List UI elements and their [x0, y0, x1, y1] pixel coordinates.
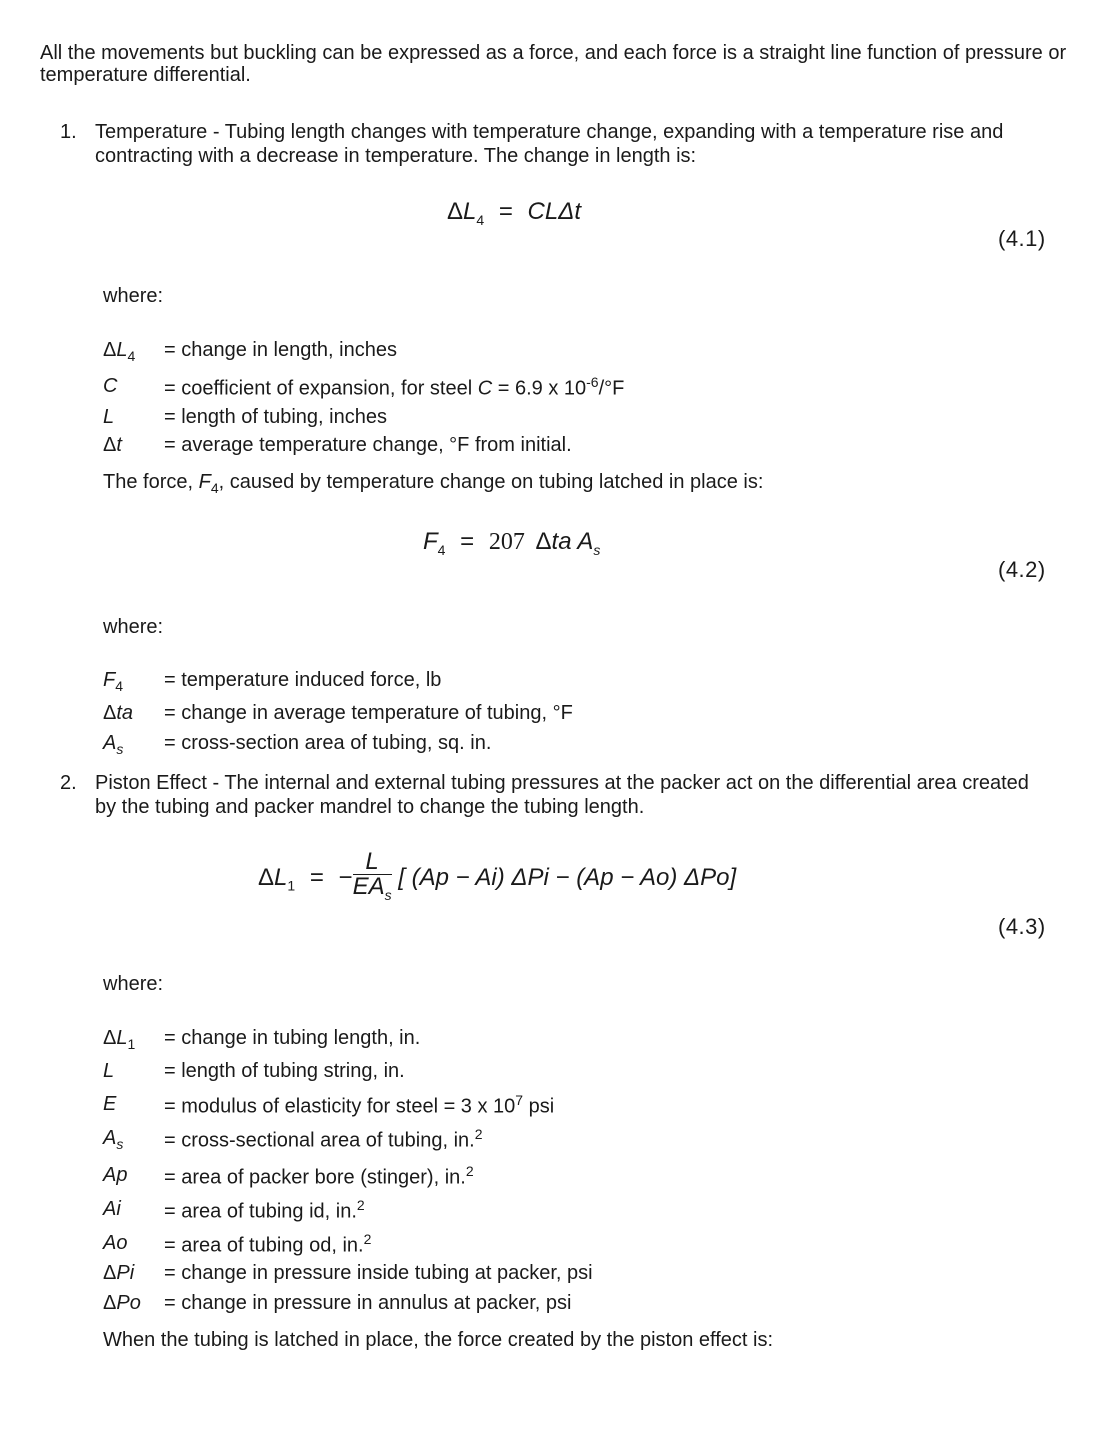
symbol-as: $A_s$	[103, 732, 124, 757]
equation-number-4-1: (4.1)	[998, 226, 1046, 251]
symbol-delta-po: ΔPo	[103, 1292, 141, 1314]
definition-ap: = area of packer bore (stinger), in.$^2$	[164, 1163, 474, 1189]
equation-4-2: $F_4 = 207$ Δta $A_s$	[423, 528, 601, 558]
item-2-number: 2.	[60, 772, 77, 794]
definition-delta-l1: = change in tubing length, in.	[164, 1027, 421, 1049]
equation-4-3: $\Delta L_1$ = − $\frac{L}{EA_s}$ [ (Ap − Ai) ΔPi − (Ap − Ao) ΔPo]	[258, 850, 736, 907]
item-1-number: 1.	[60, 121, 77, 143]
symbol-c: C	[103, 375, 118, 397]
definition-f4: = temperature induced force, lb	[164, 669, 442, 691]
item-2-text: Piston Effect - The internal and external tubing pressures at the packer act on the differential area created by the tubing and packer mandrel to change the tubing length.	[95, 772, 1029, 818]
item-1-text: Temperature - Tubing length changes with temperature change, expanding with a temperature rise and contracting with a decrease in temperature. The change in length is:	[95, 121, 1004, 167]
definition-e: = modulus of elasticity for steel = 3 x $10^7$ psi	[164, 1092, 555, 1118]
closing-sentence: When the tubing is latched in place, the force created by the piston effect is:	[103, 1329, 774, 1351]
symbol-delta-l1: $\Delta L_1$	[103, 1027, 136, 1052]
symbol-l: L	[103, 406, 115, 428]
definition-delta-ta: = change in average temperature of tubing, °F	[164, 702, 573, 724]
definition-l: = length of tubing, inches	[164, 406, 387, 428]
definition-delta-t: = average temperature change, °F from initial.	[164, 434, 572, 456]
symbol-e: E	[103, 1093, 117, 1115]
definition-delta-l4: = change in length, inches	[164, 339, 397, 361]
definition-ao: = area of tubing od, in.$^2$	[164, 1231, 372, 1257]
where-label-2: where:	[103, 616, 164, 638]
symbol-as-2: $A_s$	[103, 1127, 124, 1152]
symbol-delta-t: Δt	[103, 434, 122, 456]
fraction-l-over-eas: $\frac{L}{EA_s}$	[352, 848, 392, 903]
equation-number-4-2: (4.2)	[998, 557, 1046, 582]
definition-c: = coefficient of expansion, for steel C = 6.9 x $10^{-6}/^\circ F$	[164, 374, 625, 400]
symbol-ai: Ai	[103, 1198, 121, 1220]
symbol-ao: Ao	[103, 1232, 128, 1254]
symbol-f4: $F_4$	[103, 669, 124, 694]
definition-ai: = area of tubing id, in.$^2$	[164, 1197, 365, 1223]
symbol-ap: Ap	[103, 1164, 128, 1186]
symbol-l-string: L	[103, 1060, 115, 1082]
definition-delta-po: = change in pressure in annulus at packer, psi	[164, 1292, 572, 1314]
intro-paragraph: All the movements but buckling can be expressed as a force, and each force is a straight line function of pressure or temperature differential.	[40, 42, 1067, 86]
symbol-delta-pi: ΔPi	[103, 1262, 135, 1284]
where-label-1: where:	[103, 285, 164, 307]
definition-delta-pi: = change in pressure inside tubing at packer, psi	[164, 1262, 593, 1284]
where-label-3: where:	[103, 973, 164, 995]
force-sentence-1: The force, $F_4$, caused by temperature change on tubing latched in place is:	[103, 471, 764, 496]
equation-4-1: $\Delta L_4 = CL\Delta t$	[447, 198, 581, 228]
symbol-delta-l4: $\Delta L_4$	[103, 339, 136, 364]
symbol-delta-ta: Δta	[103, 702, 134, 724]
equation-number-4-3: (4.3)	[998, 914, 1046, 939]
definition-l-string: = length of tubing string, in.	[164, 1060, 405, 1082]
definition-as: = cross-section area of tubing, sq. in.	[164, 732, 492, 754]
definition-as-2: = cross-sectional area of tubing, in.$^2$	[164, 1126, 483, 1152]
